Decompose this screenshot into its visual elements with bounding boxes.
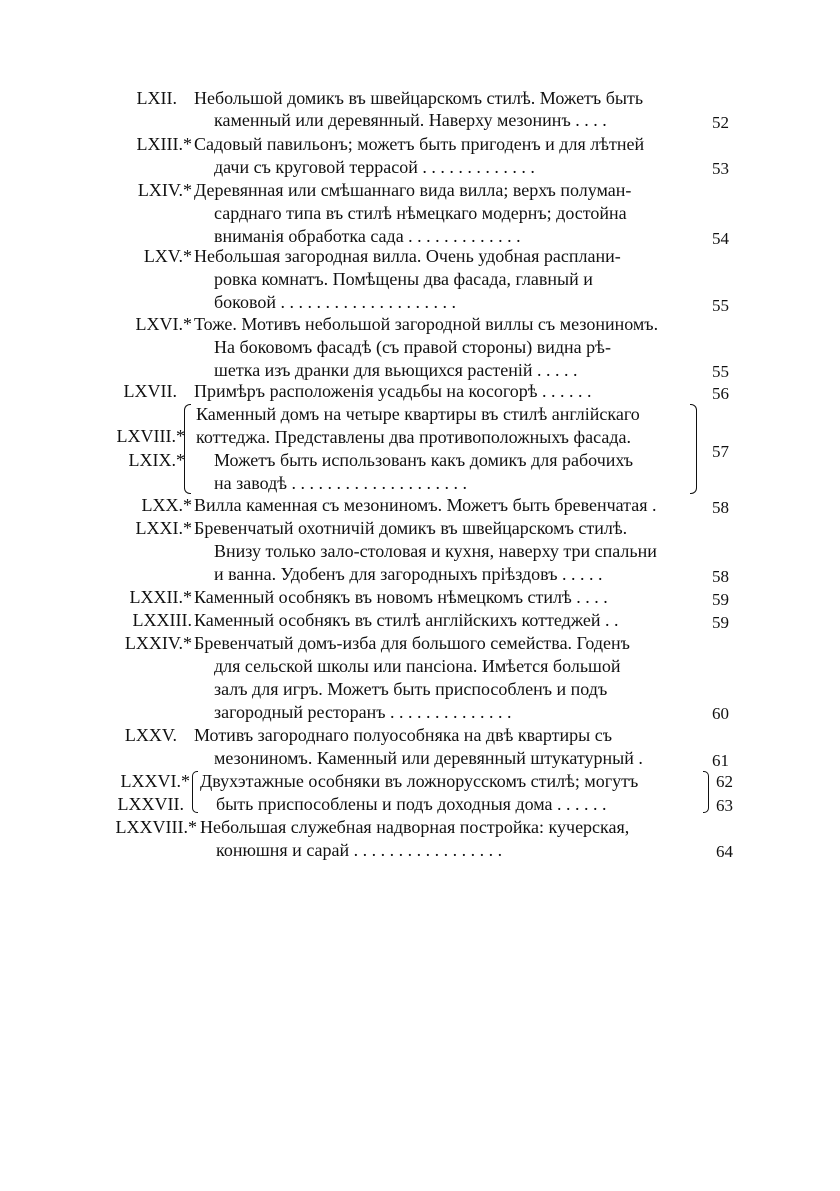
page-number: 60: [712, 704, 729, 723]
entry-text: дачи съ круговой террасой . . . . . . . . . . . . .: [214, 157, 535, 177]
entry-number: LXII.: [136, 88, 177, 108]
page-number: 64: [716, 842, 733, 861]
page-number: 63: [716, 796, 733, 815]
entry-text: каменный или деревянный. Наверху мезонинъ . . . .: [214, 110, 607, 130]
entry-text: Небольшой домикъ въ швейцарскомъ стилѣ. Можетъ быть: [194, 88, 644, 108]
entry-text: Каменный особнякъ въ новомъ нѣмецкомъ стилѣ . . . .: [194, 587, 608, 607]
page-number: 56: [712, 384, 729, 403]
entry-text: быть приспособлены и подъ доходныя дома . . . . . .: [216, 794, 607, 814]
entry-text: и ванна. Удобенъ для загородныхъ пріѣздовъ . . . . .: [214, 564, 603, 584]
entry-text: Тоже. Мотивъ небольшой загородной виллы съ мезониномъ.: [194, 314, 659, 334]
entry-text: на заводѣ . . . . . . . . . . . . . . . . . . . .: [214, 473, 468, 493]
left-bracket: [192, 771, 198, 813]
entry-text: Внизу только зало-столовая и кухня, наверху три спальни: [214, 541, 657, 561]
entry-number: LXIV.*: [137, 180, 192, 200]
page-number: 53: [712, 159, 729, 178]
entry-text: залъ для игръ. Можетъ быть приспособленъ и подъ: [214, 679, 608, 699]
entry-text: шетка изъ дранки для вьющихся растеній . . . . .: [214, 360, 578, 380]
page-number: 61: [712, 751, 729, 770]
entry-text: Двухэтажные особняки въ ложнорусскомъ стилѣ; могутъ: [200, 771, 639, 791]
right-bracket: [690, 404, 697, 494]
page-number: 55: [712, 296, 729, 315]
page-number: 62: [716, 772, 733, 791]
page-number: 59: [712, 590, 729, 609]
page-number: 58: [712, 567, 729, 586]
entry-text: Бревенчатый домъ-изба для большого семейства. Годенъ: [194, 633, 630, 653]
entry-number: LXXIII.: [132, 610, 192, 630]
entry-number: LXX.*: [141, 495, 192, 515]
entry-text: Можетъ быть использованъ какъ домикъ для рабочихъ: [214, 450, 634, 470]
page-number: 54: [712, 229, 729, 248]
entry-number: LXXVII.: [117, 794, 184, 814]
entry-text: Вилла каменная съ мезониномъ. Можетъ быть бревенчатая .: [194, 495, 657, 515]
entry-text: Каменный домъ на четыре квартиры въ стилѣ англійскаго: [196, 404, 640, 424]
entry-number: LXVII.: [123, 381, 177, 401]
entry-number: LXXV.: [124, 725, 177, 745]
entry-text: конюшня и сарай . . . . . . . . . . . . . . . . .: [216, 840, 503, 860]
entry-text: Садовый павильонъ; можетъ быть пригоденъ и для лѣтней: [194, 134, 645, 154]
entry-text: сарднаго типа въ стилѣ нѣмецкаго модернъ; достойна: [214, 203, 627, 223]
entry-text: Деревянная или смѣшаннаго вида вилла; верхъ полуман-: [194, 180, 632, 200]
entry-text: загородный ресторанъ . . . . . . . . . . . . . .: [214, 702, 512, 722]
entry-number: LXXVIII.*: [115, 817, 197, 837]
entry-text: Мотивъ загороднаго полуособняка на двѣ квартиры съ: [194, 725, 613, 745]
entry-text: коттеджа. Представлены два противоположныхъ фасада.: [196, 427, 631, 447]
entry-number: LXXVI.*: [120, 771, 190, 791]
page-number: 55: [712, 362, 729, 381]
entry-number: LXVIII.*: [116, 426, 185, 446]
page-number: 52: [712, 113, 729, 132]
entry-number: LXIII.*: [136, 134, 192, 154]
entry-number: LXXIV.*: [124, 633, 192, 653]
entry-text: для сельской школы или пансіона. Имѣется большой: [214, 656, 621, 676]
entry-text: Небольшая служебная надворная постройка: кучерская,: [200, 817, 630, 837]
page-number: 57: [712, 442, 729, 461]
entry-text: боковой . . . . . . . . . . . . . . . . . . . .: [214, 292, 456, 312]
right-bracket: [703, 771, 709, 813]
entry-text: Каменный особнякъ въ стилѣ англійскихъ коттеджей . .: [194, 610, 619, 630]
entry-text: вниманія обработка сада . . . . . . . . . . . . .: [214, 226, 521, 246]
entry-number: LXV.*: [143, 246, 192, 266]
entry-text: Примѣръ расположенія усадьбы на косогорѣ . . . . . .: [194, 381, 592, 401]
entry-text: На боковомъ фасадѣ (съ правой стороны) видна рѣ-: [214, 337, 611, 357]
entry-text: ровка комнатъ. Помѣщены два фасада, главный и: [214, 269, 593, 289]
entry-text: мезониномъ. Каменный или деревянный штукатурный .: [214, 748, 643, 768]
entry-number: LXXII.*: [129, 587, 192, 607]
entry-number: LXIX.*: [128, 450, 185, 470]
entry-text: Бревенчатый охотничій домикъ въ швейцарскомъ стилѣ.: [194, 518, 628, 538]
page-number: 58: [712, 498, 729, 517]
left-bracket: [184, 404, 191, 494]
entry-text: Небольшая загородная вилла. Очень удобная расплани-: [194, 246, 621, 266]
page-number: 59: [712, 613, 729, 632]
entry-number: LXVI.*: [135, 314, 192, 334]
entry-number: LXXI.*: [135, 518, 192, 538]
